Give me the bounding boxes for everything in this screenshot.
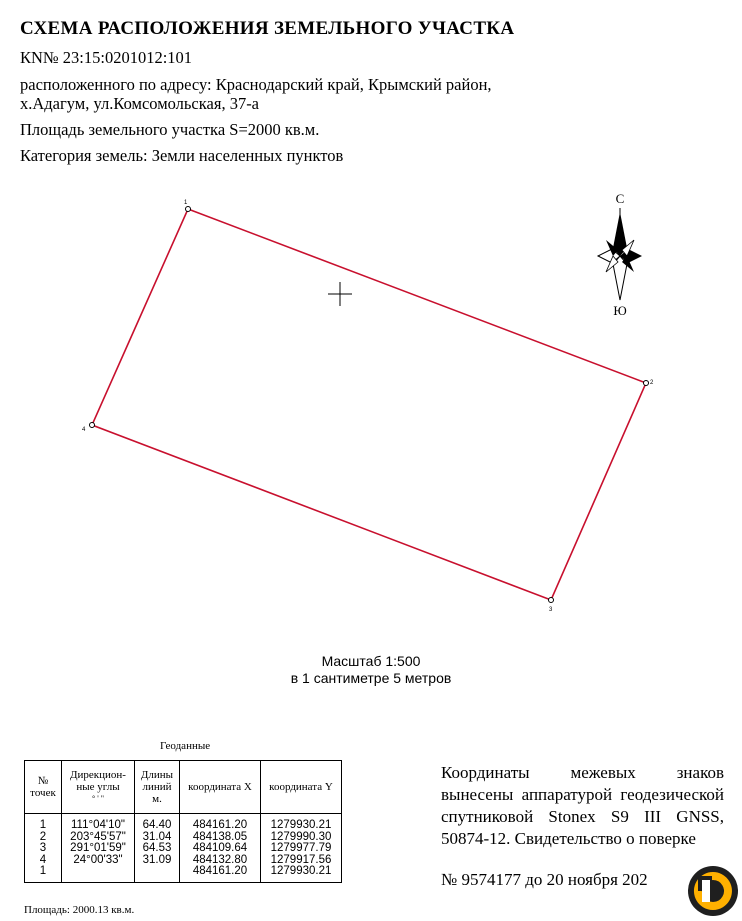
col-header-points: № точек — [25, 761, 62, 814]
point-ids-cell — [25, 814, 62, 883]
vertex-marker — [549, 598, 554, 614]
certificate-line: № 9574177 до 20 ноября 202 — [441, 870, 648, 889]
vertex-label-4: 4 — [82, 427, 86, 433]
x-value: 484161.20 — [192, 865, 248, 877]
col-header-x: координата X — [180, 761, 261, 814]
center-cross — [328, 282, 352, 306]
point-id: 1 — [39, 865, 47, 877]
scale-label: Масштаб 1:500 — [321, 653, 421, 669]
address-line-2: х.Адагум, ул.Комсомольская, 37-а — [20, 94, 260, 113]
document-title: СХЕМА РАСПОЛОЖЕНИЯ ЗЕМЕЛЬНОГО УЧАСТКА — [20, 18, 515, 39]
y-value: 1279977.79 — [270, 842, 332, 854]
geodata-caption: Геоданные — [160, 740, 211, 752]
vertex-label-3: 3 — [549, 607, 553, 613]
equipment-note: Координаты межевых знаков вынесены аппаратурой геодезической спутниковой Stonex S9 III GNSS, 50874-12. Свидетельство о поверке — [441, 763, 724, 848]
x-value: 484132.80 — [192, 853, 248, 866]
y-value: 1279930.21 — [270, 819, 332, 831]
logo-mark — [688, 866, 738, 916]
compass-north-label: С — [615, 191, 625, 206]
y-cell — [261, 814, 342, 883]
geodata-area: Площадь: 2000.13 кв.м. — [24, 904, 135, 916]
length-value: 64.40 — [142, 819, 172, 831]
point-id: 4 — [39, 853, 47, 866]
point-id: 2 — [39, 830, 47, 843]
scale-description: в 1 сантиметре 5 метров — [290, 670, 452, 686]
col-header-angles-units: ° ' " — [92, 794, 104, 803]
col-header-y: координата Y — [261, 761, 342, 814]
category-line: Категория земель: Земли населенных пунктов — [20, 146, 344, 165]
length-value: 64.53 — [142, 842, 172, 854]
area-line: Площадь земельного участка S=2000 кв.м. — [20, 120, 320, 139]
point-id: 1 — [39, 819, 47, 831]
col-header-angles — [62, 761, 135, 814]
y-value: 1279990.30 — [270, 830, 332, 843]
angle-value: 203°45'57" — [70, 830, 126, 843]
lengths-cell — [135, 814, 180, 883]
vertex-marker — [644, 380, 655, 386]
north-arrow-icon — [598, 191, 642, 318]
app-logo-icon[interactable] — [688, 866, 738, 916]
angles-cell — [62, 814, 135, 883]
address-line-1: расположенного по адресу: Краснодарский край, Крымский район, — [20, 75, 492, 94]
parcel-boundary — [92, 209, 646, 600]
y-value: 1279917.56 — [270, 853, 332, 866]
vertex-label-1: 1 — [184, 200, 188, 206]
length-value: 31.04 — [142, 830, 172, 843]
x-value: 484109.64 — [192, 842, 248, 854]
col-header-angles-text: Дирекцион-ные углы — [70, 769, 126, 793]
cadastral-number: КN№ 23:15:0201012:101 — [20, 48, 193, 67]
vertex-marker — [82, 423, 95, 434]
length-value: 31.09 — [142, 853, 172, 866]
angle-value: 291°01'59" — [70, 842, 126, 854]
vertex-label-2: 2 — [650, 380, 654, 386]
col-header-lengths: Длины линий м. — [135, 761, 180, 814]
vertex-marker — [184, 200, 191, 212]
x-cell — [180, 814, 261, 883]
x-value: 484138.05 — [192, 830, 248, 843]
x-value: 484161.20 — [192, 819, 248, 831]
angle-value: 111°04'10" — [71, 819, 125, 831]
compass-south-label: Ю — [613, 303, 627, 318]
angle-value: 24°00'33" — [73, 853, 123, 866]
point-id: 3 — [39, 842, 47, 854]
geodata-table — [24, 760, 342, 883]
y-value: 1279930.21 — [270, 865, 332, 877]
